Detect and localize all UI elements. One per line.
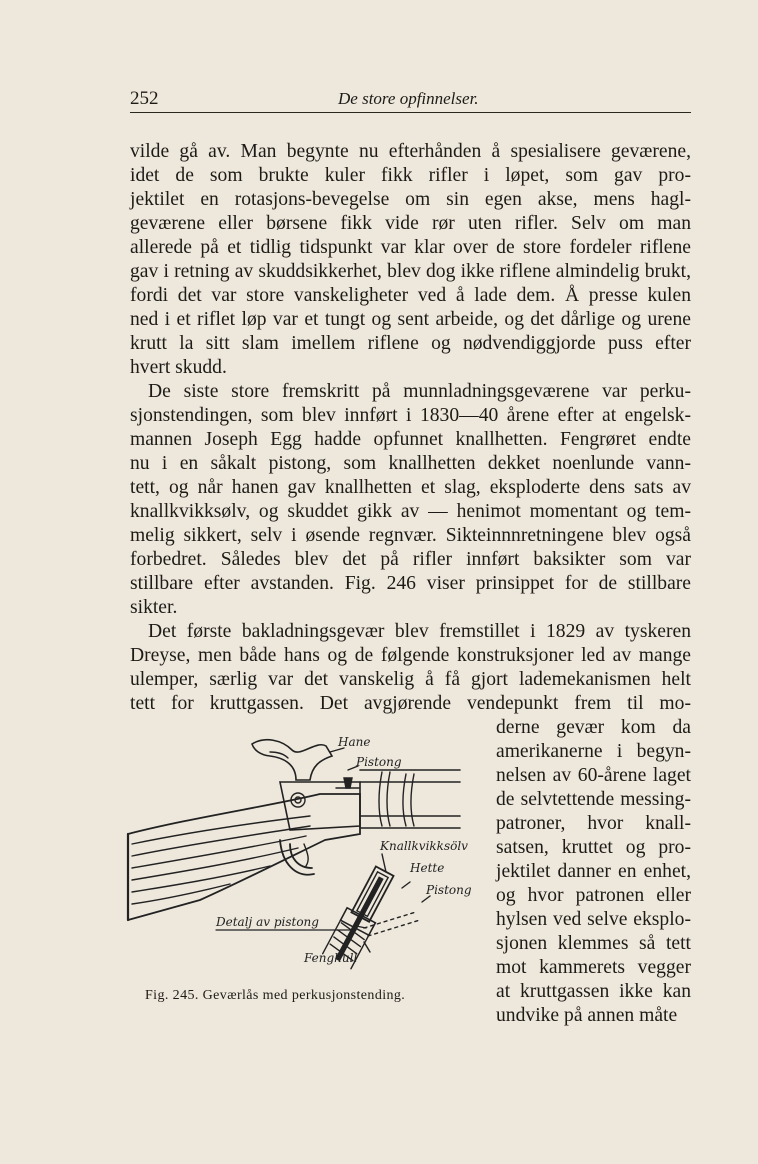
text-line: at kruttgassen ikke kan: [496, 981, 691, 1002]
text-line: jektilet danner en enhet,: [496, 861, 691, 882]
text-line: de selvtettende messing-: [496, 789, 691, 810]
text-line: allerede på et tidlig tidspunkt var klar over de store fordeler riflene: [130, 237, 691, 258]
text-line: patroner, hvor knall-: [496, 813, 691, 834]
text-line: ned i et riflet løp var et tungt og sent arbeide, og det dårlige og urene: [130, 309, 691, 330]
text-line: satsen, kruttet og pro-: [496, 837, 691, 858]
text-line: melig sikkert, selv i øsende regnvær. Sikteinnnretningene blev også: [130, 525, 691, 546]
text-line: mannen Joseph Egg hadde opfunnet knallhetten. Fengrøret endte: [130, 429, 691, 450]
figure-caption: Fig. 245. Geværlås med perkusjonstending.: [145, 988, 406, 1003]
label-hette: Hette: [410, 861, 445, 875]
label-knallkvikksolv: Knallkvikksölv: [380, 839, 468, 853]
text-line: tett for kruttgassen. Det avgjørende vendepunkt frem til mo-: [130, 693, 691, 714]
text-line: nu i en såkalt pistong, som knallhetten dekket noenlunde vann-: [130, 453, 691, 474]
gun-lock-illustration: [120, 722, 482, 982]
text-line: Det første bakladningsgevær blev fremstillet i 1829 av tyskeren: [148, 621, 691, 642]
text-line: nelsen av 60-årene laget: [496, 765, 691, 786]
text-line: knallkvikksølv, og skuddet gikk av — henimot momentant og tem-: [130, 501, 691, 522]
page-number: 252: [130, 88, 159, 109]
text-line: idet de som brukte kuler fikk rifler i løpet, som gav pro-: [130, 165, 691, 186]
text-line: vilde gå av. Man begynte nu efterhånden å spesialisere geværene,: [130, 141, 691, 162]
figure-gun-lock: [120, 722, 482, 982]
text-line: sjonen klemmes så tett: [496, 933, 691, 954]
text-line: stillbare efter avstanden. Fig. 246 viser prinsippet for de stillbare: [130, 573, 691, 594]
text-line: sjonstendingen, som blev innført i 1830—40 årene efter at engelsk-: [130, 405, 691, 426]
label-hane: Hane: [338, 735, 371, 749]
label-detalj-av-pistong: Detalj av pistong: [216, 915, 319, 929]
running-title: De store opfinnelser.: [338, 89, 479, 108]
text-line: og hvor patronen eller: [496, 885, 691, 906]
text-line: derne gevær kom da: [496, 717, 691, 738]
text-line: Dreyse, men både hans og de følgende konstruksjoner led av mange: [130, 645, 691, 666]
text-line: hylsen ved selve eksplo-: [496, 909, 691, 930]
text-line: forbedret. Således blev det på rifler innført baksikter som var: [130, 549, 691, 570]
text-line: undvike på annen måte: [496, 1005, 678, 1026]
text-line: gav i retning av skuddsikkerhet, blev dog ikke riflene almindelig brukt,: [130, 261, 691, 282]
text-line: geværene eller børsene fikk vide rør uten rifler. Selv om man: [130, 213, 691, 234]
label-pistong-detail: Pistong: [426, 883, 472, 897]
text-line: jektilet en rotasjons-bevegelse om sin egen akse, mens hagl-: [130, 189, 691, 210]
label-pistong: Pistong: [356, 755, 402, 769]
text-line: amerikanerne i begyn-: [496, 741, 691, 762]
text-line: fordi det var store vanskeligheter ved å lade dem. Å presse kulen: [130, 285, 691, 306]
text-line: tett, og når hanen gav knallhetten et slag, eksploderte dens sats av: [130, 477, 691, 498]
text-line: hvert skudd.: [130, 357, 227, 378]
text-line: mot kammerets vegger: [496, 957, 691, 978]
text-line: sikter.: [130, 597, 178, 618]
text-line: ulemper, særlig var det vanskelig å få gjort lademekanismen helt: [130, 669, 691, 690]
text-line: De siste store fremskritt på munnladningsgeværene var perku-: [148, 381, 691, 402]
label-fenghull: Fenghull: [304, 951, 358, 965]
page-header: [130, 86, 691, 113]
text-line: krutt la sitt slam imellem riflene og nødvendiggjorde puss efter: [130, 333, 691, 354]
